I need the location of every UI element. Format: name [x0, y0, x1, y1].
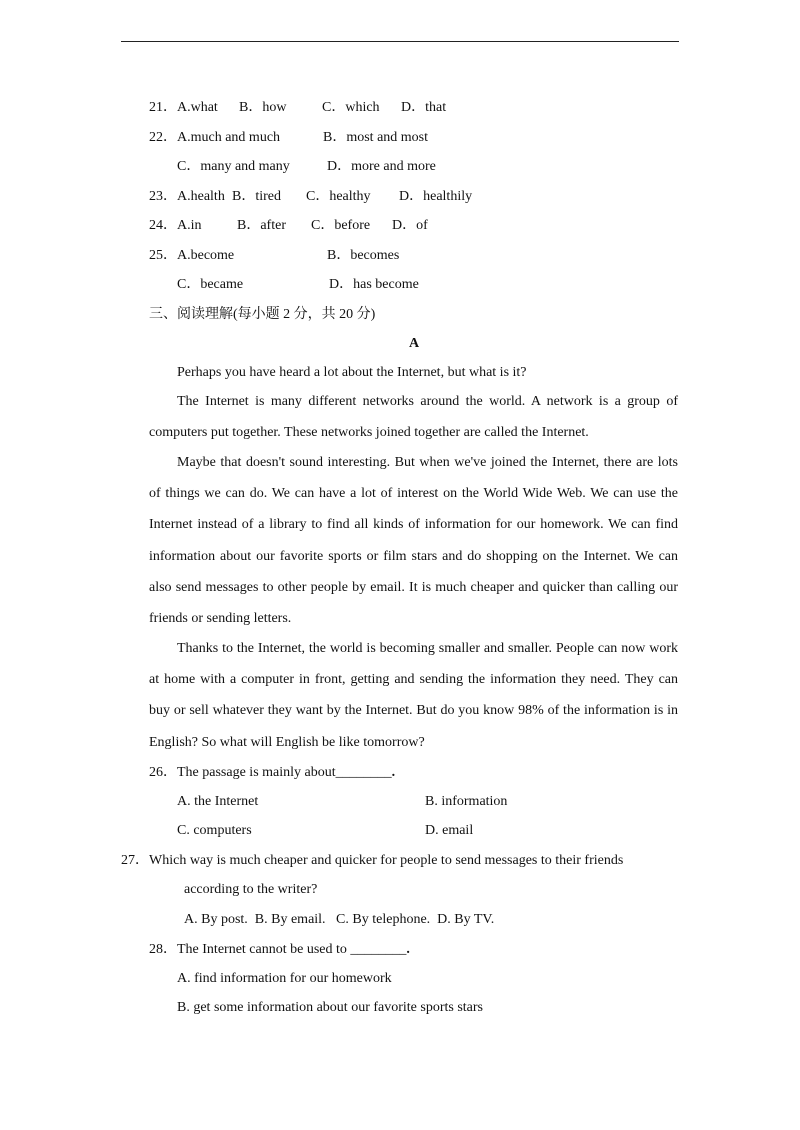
option-a: A.much and much — [177, 130, 281, 145]
header-rule — [121, 41, 679, 42]
passage-label: A — [408, 336, 420, 351]
question-number: 26． — [149, 765, 177, 780]
option-d: D．has become — [329, 277, 419, 292]
option-b: B．most and most — [323, 130, 429, 145]
option-c: C．which — [322, 100, 380, 115]
question-number: 22． — [149, 130, 177, 145]
option-b: B. get some information about our favorite sports stars — [177, 1000, 483, 1015]
option-a: A.become — [177, 248, 235, 263]
question-number: 23． — [149, 189, 177, 204]
option-b: B．after — [237, 218, 286, 233]
option-c: C．healthy — [306, 189, 371, 204]
option-b: B．tired — [232, 189, 281, 204]
question-27-options: A. By post. B. By email. C. By telephone. D. By TV. — [184, 912, 495, 927]
option-c: C．became — [177, 277, 244, 292]
option-b: B. information — [425, 794, 508, 809]
question-number: 28． — [149, 942, 177, 957]
option-b: B．how — [239, 100, 287, 115]
question-number: 25． — [149, 248, 177, 263]
passage-paragraph-2: The Internet is many different networks around the world. A network is a group of computers put together. These networks joined together are called the Internet. — [149, 394, 678, 441]
option-d: D．more and more — [327, 159, 436, 174]
option-d: D．that — [401, 100, 447, 115]
question-26-stem: 26．The passage is mainly about________. — [149, 765, 396, 780]
option-a: A.health — [177, 189, 225, 204]
question-number: 21． — [149, 100, 177, 115]
question-number: 27． — [121, 853, 149, 868]
option-a: A.in — [177, 218, 202, 233]
passage-paragraph-1: Perhaps you have heard a lot about the Internet, but what is it? — [177, 365, 527, 380]
question-27-stem-cont: according to the writer? — [184, 882, 318, 897]
option-d: D．healthily — [399, 189, 473, 204]
question-number: 24． — [149, 218, 177, 233]
question-28-stem: 28．The Internet cannot be used to ________. — [149, 942, 410, 957]
option-d: D．of — [392, 218, 428, 233]
option-c: C．before — [311, 218, 371, 233]
passage-paragraph-3: Maybe that doesn't sound interesting. But when we've joined the Internet, there are lots of things we can do. We can have a lot of interest on the World Wide Web. We can use the Internet instead of a library to find all kinds of information for our homework. We can find information about our favorite sports or film stars and do shopping on the Internet. We can also send messages to other people by email. It is much cheaper and quicker than calling our friends or sending letters. — [149, 455, 678, 627]
option-d: D. email — [425, 823, 474, 838]
option-c: C. computers — [177, 823, 252, 838]
option-c: C．many and many — [177, 159, 290, 174]
option-b: B．becomes — [327, 248, 400, 263]
option-a: A.what — [177, 100, 218, 115]
option-a: A. find information for our homework — [177, 971, 392, 986]
section-heading: 三、阅读理解(每小题 2 分，共 20 分) — [149, 307, 376, 322]
option-a: A. the Internet — [177, 794, 259, 809]
passage-paragraph-4: Thanks to the Internet, the world is becoming smaller and smaller. People can now work at home with a computer in front, getting and sending the information they need. They can buy or sell whatever they want by the Internet. But do you know 98% of the information is in English? So what will English be like tomorrow? — [149, 641, 678, 750]
